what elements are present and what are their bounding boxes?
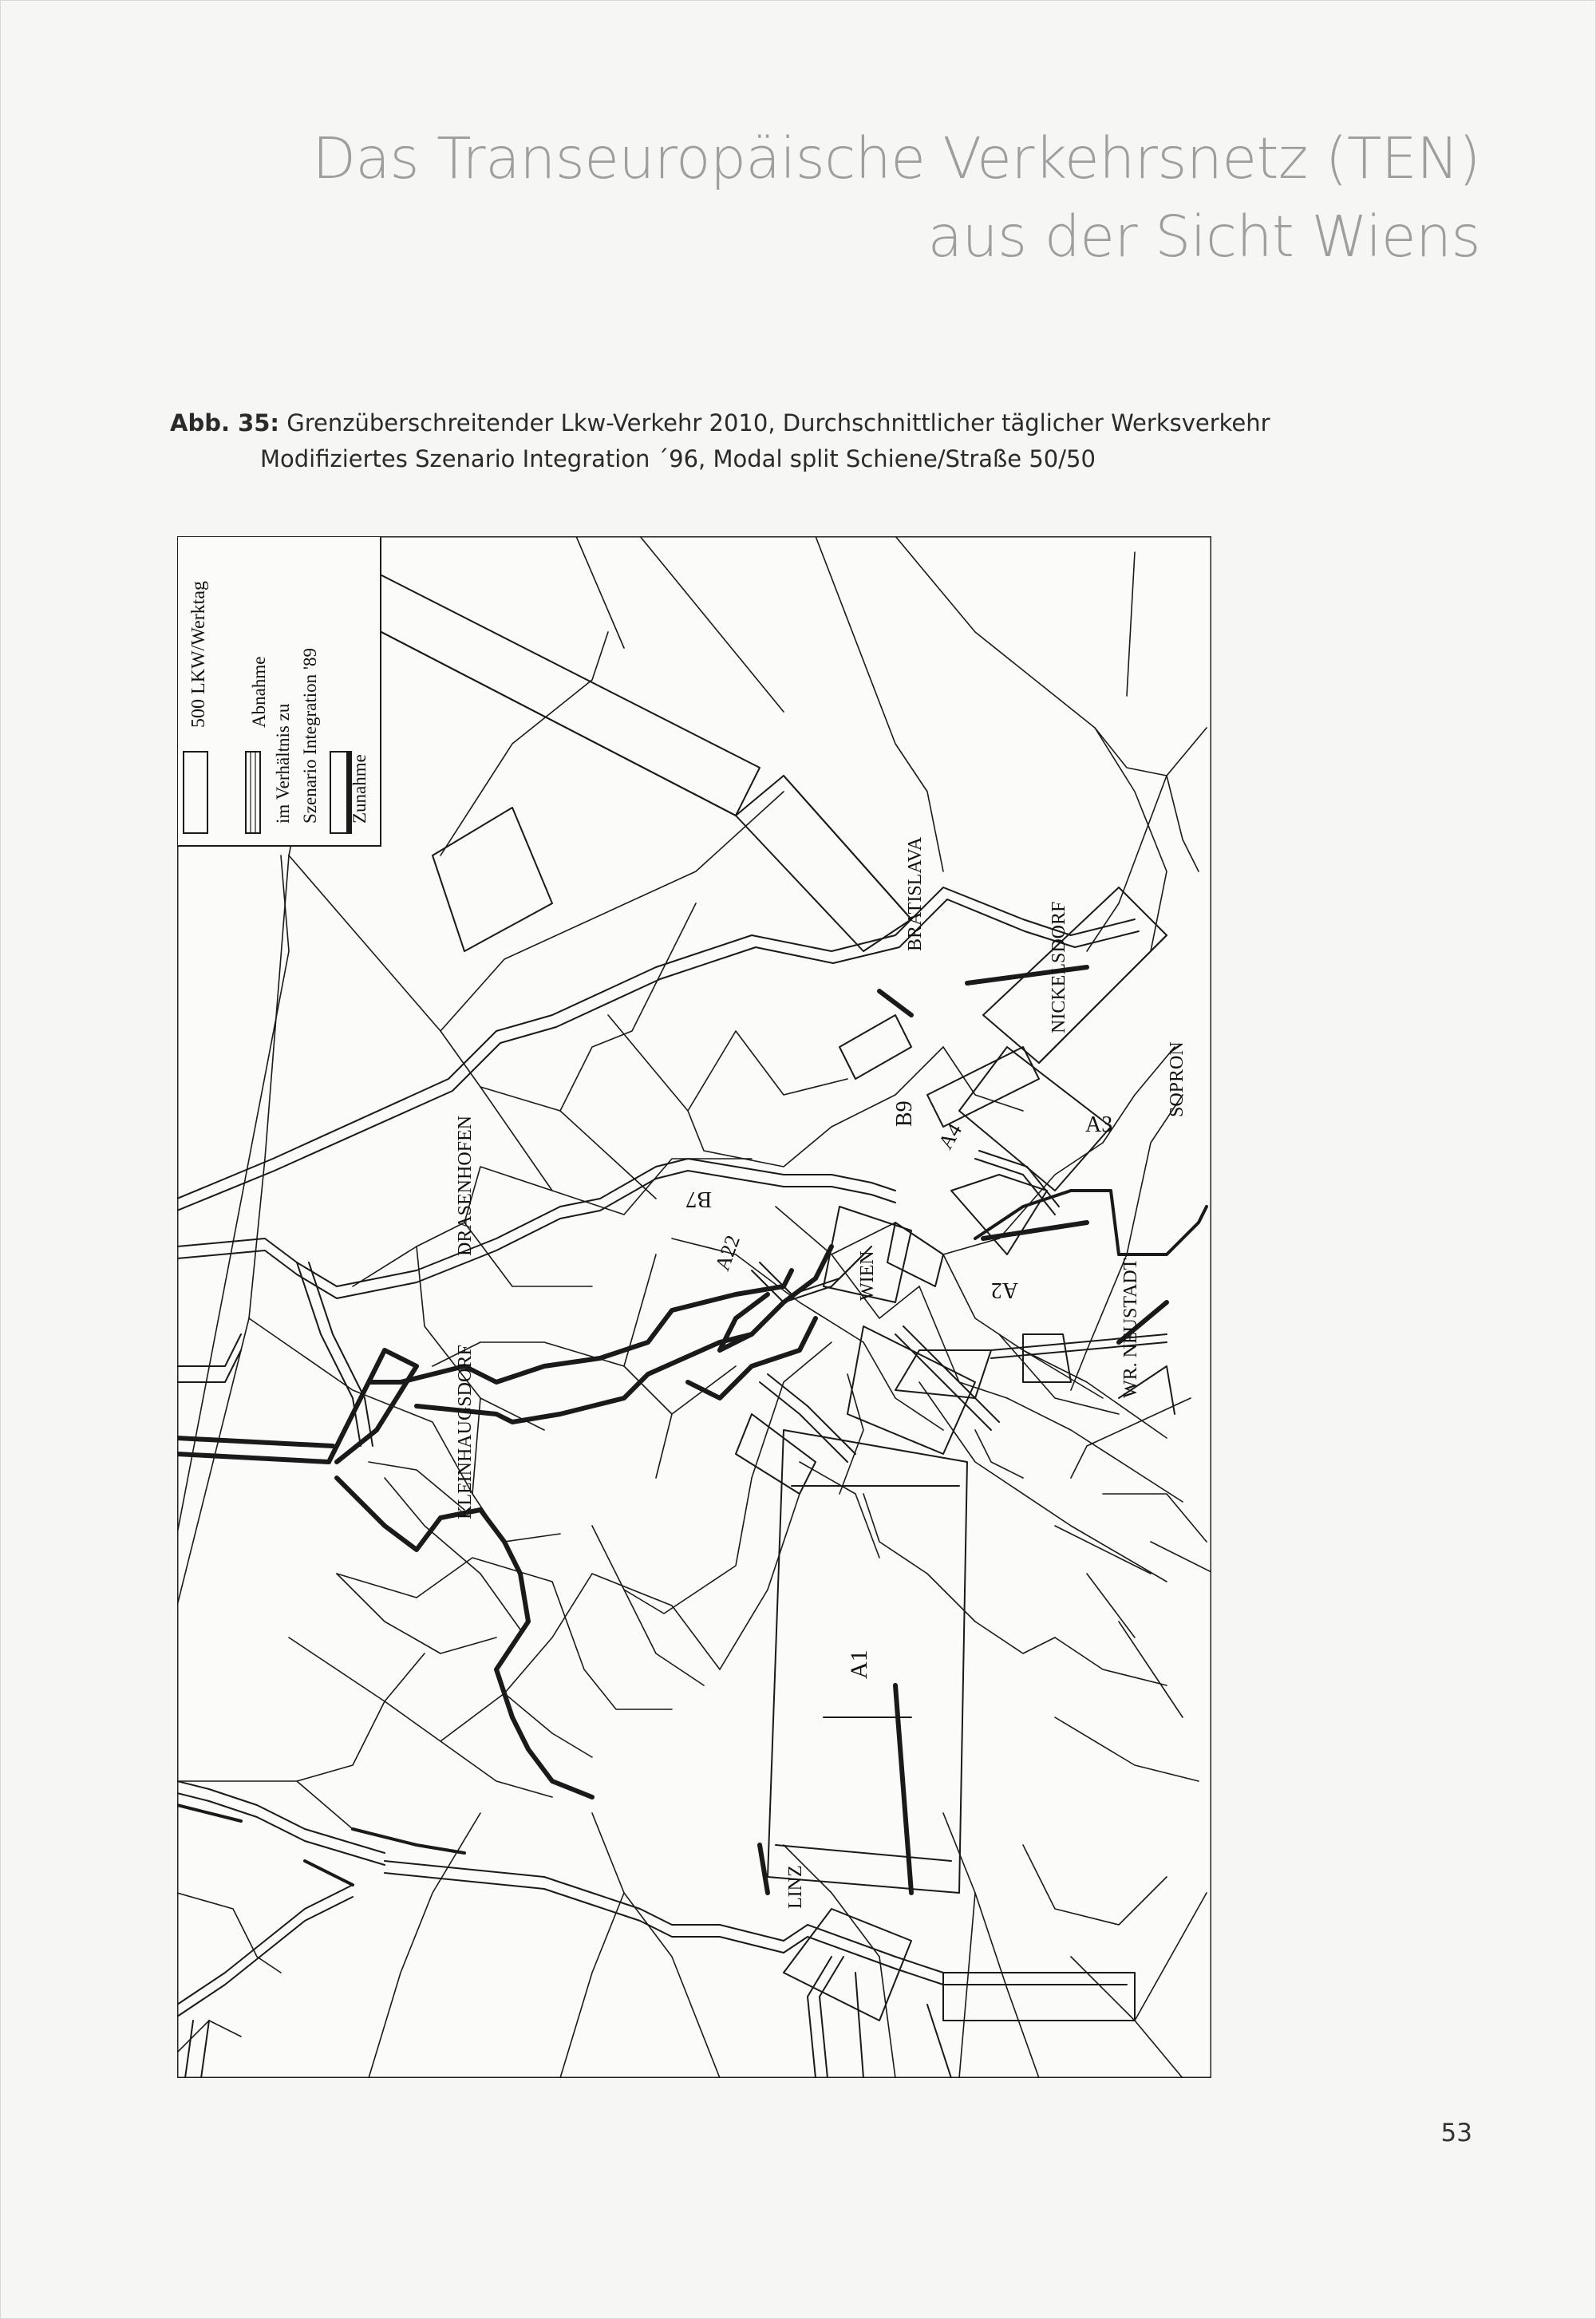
label-b9: B9	[892, 1100, 917, 1127]
legend-decrease-2: im Verhältnis zu	[273, 703, 293, 824]
label-wien: WIEN	[857, 1250, 878, 1301]
traffic-flow-map	[177, 536, 1211, 2078]
chapter-title-line-2: aus der Sicht Wiens	[927, 203, 1480, 270]
chapter-title	[283, 120, 1480, 276]
legend-swatch-unit	[184, 752, 207, 833]
label-a2: A2	[990, 1278, 1018, 1302]
label-a3: A3	[1085, 1112, 1113, 1137]
map-legend	[177, 536, 381, 846]
figure-caption	[170, 405, 1447, 477]
label-kleinhaugsdorf: KLEINHAUGSDORF	[455, 1345, 476, 1519]
label-linz: LINZ	[785, 1865, 806, 1909]
caption-line-1: Grenzüberschreitender Lkw-Verkehr 2010, Durchschnittlicher täglicher Werksverkehr	[286, 409, 1270, 437]
legend-unit: 500 LKW/Werktag	[188, 580, 209, 728]
legend-increase: Zunahme	[350, 754, 369, 824]
caption-line-2: Modifiziertes Szenario Integration ´96, Modal split Schiene/Straße 50/50	[260, 445, 1096, 472]
label-wr-neustadt: WR. NEUSTADT	[1120, 1258, 1141, 1398]
page-number: 53	[1440, 2119, 1472, 2147]
legend-decrease-3: Szenario Integration '89	[300, 647, 320, 824]
label-a1: A1	[846, 1649, 872, 1679]
figure-number: Abb. 35:	[170, 409, 280, 437]
legend-swatch-decrease	[246, 752, 260, 833]
label-a4: A4	[934, 1119, 967, 1153]
legend-decrease-1: Abnahme	[249, 656, 269, 728]
chapter-title-line-1: Das Transeuropäische Verkehrsnetz (TEN)	[312, 125, 1480, 192]
label-a22: A22	[710, 1232, 745, 1274]
label-drasenhofen: DRASENHOFEN	[455, 1115, 476, 1256]
label-bratislava: BRATISLAVA	[905, 836, 926, 951]
label-nickelsdorf: NICKELSDORF	[1049, 901, 1069, 1033]
label-b7: B7	[685, 1187, 712, 1211]
label-sopron: SOPRON	[1167, 1041, 1187, 1117]
